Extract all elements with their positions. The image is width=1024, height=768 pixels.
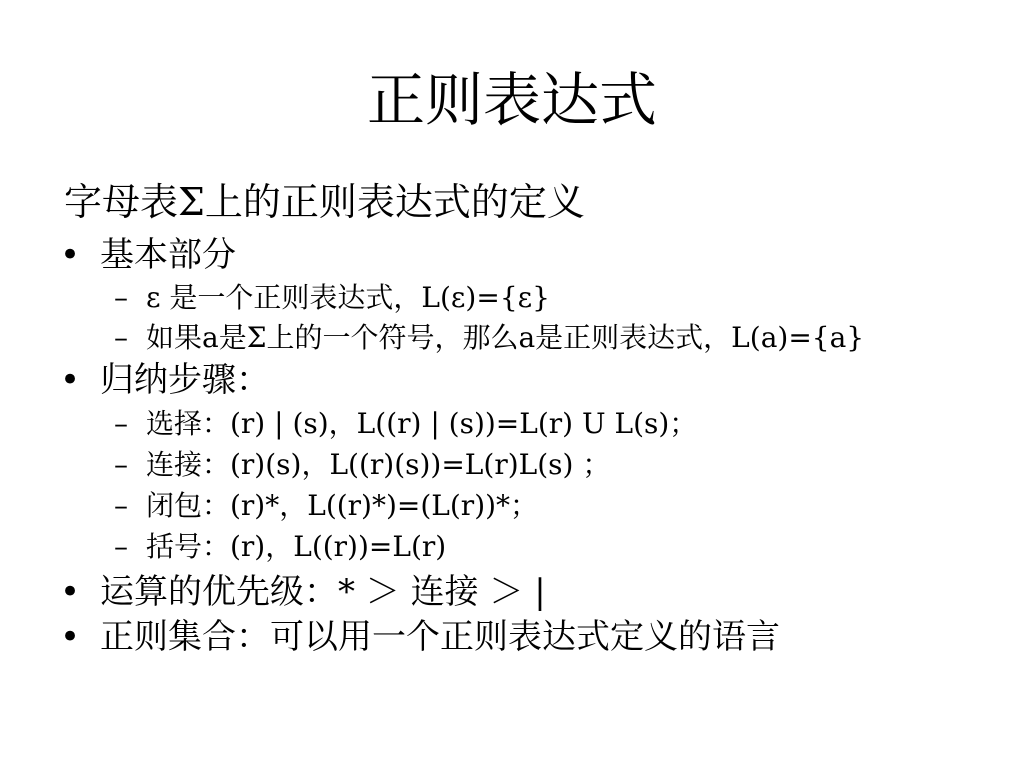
bullet-icon: • bbox=[60, 235, 81, 275]
dash-icon: – bbox=[114, 281, 128, 314]
definition-heading: 字母表Σ上的正则表达式的定义 bbox=[64, 180, 585, 224]
bullet-item-label: 基本部分 bbox=[100, 235, 236, 275]
sub-item-label: 闭包：(r)*，L((r)*)=(L(r))*； bbox=[146, 489, 539, 522]
bullet-icon: • bbox=[60, 572, 81, 612]
dash-icon: – bbox=[114, 448, 128, 481]
sub-item-label: 连接：(r)(s)，L((r)(s))=L(r)L(s) ； bbox=[146, 448, 611, 481]
slide-title: 正则表达式 bbox=[366, 66, 657, 134]
bullet-item-label: 正则集合：可以用一个正则表达式定义的语言 bbox=[100, 617, 780, 657]
bullet-icon: • bbox=[60, 360, 81, 400]
bullet-item-label: 运算的优先级：* ＞ 连接 ＞ | bbox=[100, 572, 546, 612]
dash-icon: – bbox=[114, 530, 128, 563]
dash-icon: – bbox=[114, 489, 128, 522]
dash-icon: – bbox=[114, 407, 128, 440]
sub-item-label: ε 是一个正则表达式，L(ε)={ε} bbox=[146, 281, 550, 314]
sub-item-label: 括号：(r)，L((r))=L(r) bbox=[146, 530, 447, 563]
dash-icon: – bbox=[114, 321, 128, 354]
sub-item-label: 选择：(r) | (s)，L((r) | (s))=L(r) U L(s)； bbox=[146, 407, 698, 440]
bullet-icon: • bbox=[60, 617, 81, 657]
sub-item-label: 如果a是Σ上的一个符号，那么a是正则表达式，L(a)={a} bbox=[146, 321, 865, 354]
bullet-item-label: 归纳步骤： bbox=[100, 360, 270, 400]
